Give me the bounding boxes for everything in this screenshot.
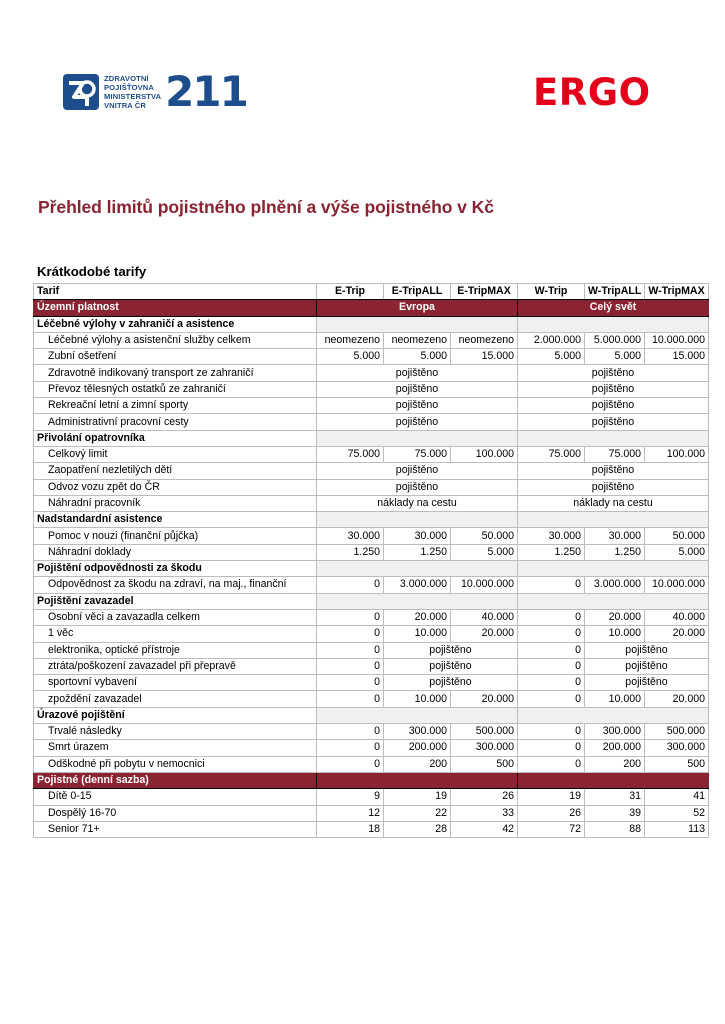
value-europe: pojištěno [317,414,518,430]
value-cell: 10.000.000 [645,332,709,348]
category-title: Přivolání opatrovníka [34,430,317,446]
row-label: Smrt úrazem [34,740,317,756]
category-fill-world [518,561,709,577]
premium-value: 12 [317,805,384,821]
category-row [34,316,709,332]
value-cell: pojištěno [384,642,518,658]
category-row [34,430,709,446]
row-label: zpoždění zavazadel [34,691,317,707]
table-row [34,675,709,691]
row-label: Léčebné výlohy a asistenční služby celkem [34,332,317,348]
value-cell: 200 [384,756,451,772]
zp-line: ZDRAVOTNÍ [104,74,149,83]
table-row [34,414,709,430]
value-cell: 50.000 [645,528,709,544]
premium-value: 18 [317,821,384,837]
value-cell: 300.000 [645,740,709,756]
value-cell: 20.000 [585,609,645,625]
value-cell: 1.250 [518,544,585,560]
value-cell: 0 [518,724,585,740]
premium-label: Pojistné (denní sazba) [34,772,317,788]
value-cell: 3.000.000 [585,577,645,593]
table-row [34,463,709,479]
value-cell: 75.000 [384,446,451,462]
value-cell: 10.000 [585,626,645,642]
value-cell: 5.000.000 [585,332,645,348]
value-cell: 0 [317,577,384,593]
value-cell: 30.000 [518,528,585,544]
value-world: pojištěno [518,381,709,397]
premium-value: 19 [384,789,451,805]
table-row [34,609,709,625]
value-cell: 5.000 [518,349,585,365]
table-row [34,740,709,756]
premium-value: 31 [585,789,645,805]
row-label: Náhradní pracovník [34,495,317,511]
category-fill-world [518,707,709,723]
row-label: Rekreační letní a zimní sporty [34,398,317,414]
row-label: Náhradní doklady [34,544,317,560]
premium-value: 19 [518,789,585,805]
value-cell: 0 [518,642,585,658]
value-cell: 20.000 [384,609,451,625]
value-cell: pojištěno [585,658,709,674]
premium-value: 26 [518,805,585,821]
value-europe: pojištěno [317,365,518,381]
value-cell: neomezeno [317,332,384,348]
category-fill-europe [317,561,518,577]
value-cell: 30.000 [317,528,384,544]
row-label: Pomoc v nouzi (finanční půjčka) [34,528,317,544]
value-cell: pojištěno [384,675,518,691]
value-cell: 40.000 [451,609,518,625]
value-cell: 50.000 [451,528,518,544]
premium-value: 39 [585,805,645,821]
table-row [34,577,709,593]
row-label: Zubní ošetření [34,349,317,365]
value-cell: 75.000 [585,446,645,462]
value-cell: 0 [317,642,384,658]
table-row [34,381,709,397]
value-cell: 40.000 [645,609,709,625]
value-cell: 0 [317,724,384,740]
table-row [34,398,709,414]
value-cell: 1.250 [317,544,384,560]
premium-value: 9 [317,789,384,805]
zp-line: VNITRA ČR [104,101,146,110]
table-row [34,479,709,495]
category-fill-world [518,593,709,609]
value-cell: 0 [518,675,585,691]
value-cell: 0 [518,626,585,642]
premium-fill-world [518,772,709,788]
category-fill-europe [317,593,518,609]
category-row [34,593,709,609]
value-cell: 0 [317,626,384,642]
value-cell: 10.000 [384,626,451,642]
zp-logo-text [104,74,161,110]
value-cell: 75.000 [518,446,585,462]
value-cell: 5.000 [585,349,645,365]
value-cell: 0 [518,691,585,707]
value-cell: 10.000.000 [451,577,518,593]
value-cell: 0 [518,756,585,772]
premium-value: 113 [645,821,709,837]
value-europe: pojištěno [317,381,518,397]
section-title: Krátkodobé tarify [37,264,147,279]
value-cell: 200 [585,756,645,772]
column-header: W-Trip [518,284,585,300]
zp-line: POJIŠŤOVNA [104,83,154,92]
territory-world: Celý svět [518,300,709,316]
value-cell: 0 [518,609,585,625]
row-label: Převoz tělesných ostatků ze zahraničí [34,381,317,397]
premium-value: 88 [585,821,645,837]
row-label: Odpovědnost za škodu na zdraví, na maj., finanční [34,577,317,593]
value-cell: 100.000 [451,446,518,462]
value-world: pojištěno [518,414,709,430]
value-cell: 500 [451,756,518,772]
value-world: pojištěno [518,463,709,479]
value-cell: 30.000 [585,528,645,544]
value-cell: pojištěno [585,642,709,658]
value-cell: 0 [317,740,384,756]
value-cell: 20.000 [451,691,518,707]
table-row [34,365,709,381]
category-title: Pojištění zavazadel [34,593,317,609]
category-title: Nadstandardní asistence [34,512,317,528]
premium-row [34,821,709,837]
value-cell: 2.000.000 [518,332,585,348]
zp-monogram-icon [63,74,99,110]
row-label: Osobní věci a zavazadla celkem [34,609,317,625]
value-cell: 30.000 [384,528,451,544]
table-row [34,495,709,511]
premium-header-row [34,772,709,788]
value-cell: 200.000 [585,740,645,756]
zp-line: MINISTERSTVA [104,92,162,101]
value-cell: 1.250 [384,544,451,560]
row-label: Senior 71+ [34,821,317,837]
value-cell: 5.000 [384,349,451,365]
header-label: Tarif [34,284,317,300]
value-cell: 10.000.000 [645,577,709,593]
row-label: Zaopatření nezletilých dětí [34,463,317,479]
premium-value: 28 [384,821,451,837]
table-row [34,332,709,348]
value-cell: 20.000 [645,691,709,707]
category-fill-world [518,316,709,332]
ergo-logo: ERGO [533,71,651,114]
table-row [34,349,709,365]
value-cell: 0 [317,609,384,625]
value-europe: náklady na cestu [317,495,518,511]
zp-logo-number: 211 [165,67,247,116]
row-label: Administrativní pracovní cesty [34,414,317,430]
value-world: pojištěno [518,365,709,381]
table-row [34,544,709,560]
category-title: Pojištění odpovědnosti za škodu [34,561,317,577]
value-cell: 5.000 [317,349,384,365]
table-row [34,756,709,772]
row-label: Zdravotně indikovaný transport ze zahraničí [34,365,317,381]
premium-value: 26 [451,789,518,805]
value-cell: 300.000 [384,724,451,740]
page-title: Přehled limitů pojistného plnění a výše pojistného v Kč [38,197,494,217]
value-cell: pojištěno [585,675,709,691]
column-header: E-TripALL [384,284,451,300]
value-cell: neomezeno [384,332,451,348]
table-header-row [34,284,709,300]
value-cell: 20.000 [451,626,518,642]
category-fill-world [518,430,709,446]
row-label: Dítě 0-15 [34,789,317,805]
premium-value: 42 [451,821,518,837]
value-cell: 200.000 [384,740,451,756]
value-cell: neomezeno [451,332,518,348]
value-cell: 0 [317,658,384,674]
value-cell: 0 [317,675,384,691]
value-world: pojištěno [518,479,709,495]
value-cell: 15.000 [645,349,709,365]
table-row [34,528,709,544]
category-row [34,512,709,528]
category-title: Léčebné výlohy v zahraničí a asistence [34,316,317,332]
premium-row [34,805,709,821]
value-cell: 10.000 [384,691,451,707]
row-label: Trvalé následky [34,724,317,740]
value-cell: 500.000 [645,724,709,740]
category-title: Úrazové pojištění [34,707,317,723]
value-europe: pojištěno [317,398,518,414]
value-cell: 15.000 [451,349,518,365]
column-header: E-TripMAX [451,284,518,300]
category-row [34,561,709,577]
value-cell: 500.000 [451,724,518,740]
value-cell: 5.000 [645,544,709,560]
row-label: Odškodné při pobytu v nemocnici [34,756,317,772]
column-header: E-Trip [317,284,384,300]
table-row [34,691,709,707]
table-row [34,626,709,642]
category-fill-europe [317,316,518,332]
value-cell: 1.250 [585,544,645,560]
value-cell: pojištěno [384,658,518,674]
premium-value: 33 [451,805,518,821]
table-row [34,446,709,462]
premium-fill-europe [317,772,518,788]
value-cell: 300.000 [451,740,518,756]
row-label: Odvoz vozu zpět do ČR [34,479,317,495]
tariff-table [33,283,709,838]
value-cell: 5.000 [451,544,518,560]
category-fill-europe [317,430,518,446]
column-header: W-TripMAX [645,284,709,300]
territory-label: Územní platnost [34,300,317,316]
column-header: W-TripALL [585,284,645,300]
value-world: náklady na cestu [518,495,709,511]
value-cell: 0 [317,691,384,707]
row-label: elektronika, optické přístroje [34,642,317,658]
territory-row [34,300,709,316]
value-cell: 3.000.000 [384,577,451,593]
category-row [34,707,709,723]
value-world: pojištěno [518,398,709,414]
row-label: Dospělý 16-70 [34,805,317,821]
table-row [34,658,709,674]
category-fill-europe [317,512,518,528]
row-label: sportovní vybavení [34,675,317,691]
value-cell: 0 [518,740,585,756]
table-row [34,642,709,658]
value-europe: pojištěno [317,463,518,479]
premium-value: 22 [384,805,451,821]
value-cell: 75.000 [317,446,384,462]
value-europe: pojištěno [317,479,518,495]
row-label: 1 věc [34,626,317,642]
premium-value: 52 [645,805,709,821]
territory-europe: Evropa [317,300,518,316]
value-cell: 0 [317,756,384,772]
category-fill-europe [317,707,518,723]
value-cell: 10.000 [585,691,645,707]
table-row [34,724,709,740]
row-label: ztráta/poškození zavazadel při přepravě [34,658,317,674]
value-cell: 20.000 [645,626,709,642]
premium-row [34,789,709,805]
value-cell: 500 [645,756,709,772]
value-cell: 300.000 [585,724,645,740]
premium-value: 41 [645,789,709,805]
value-cell: 0 [518,658,585,674]
zp-logo [63,67,247,116]
category-fill-world [518,512,709,528]
premium-value: 72 [518,821,585,837]
value-cell: 100.000 [645,446,709,462]
row-label: Celkový limit [34,446,317,462]
value-cell: 0 [518,577,585,593]
